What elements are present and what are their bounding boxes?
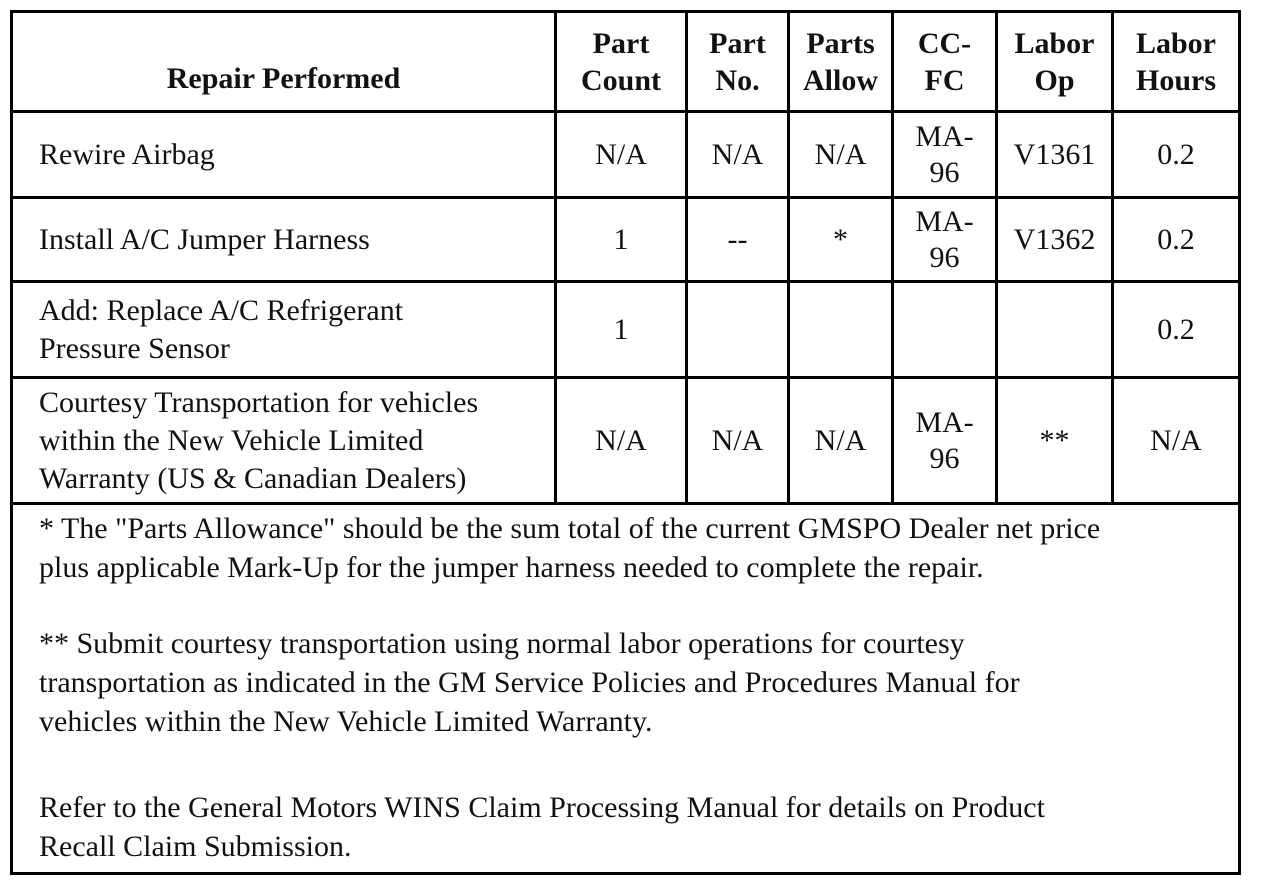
labor-hours-cell: 0.2 <box>1113 198 1240 282</box>
note-parts-allowance: * The "Parts Allowance" should be the sum total of the current GMSPO Dealer net price plus applicable Mark-Up for the jumper harness needed to complete the repair. <box>39 512 1101 584</box>
cc-fc-cell: MA- 96 <box>893 378 997 504</box>
labor-hours-cell: N/A <box>1113 378 1240 504</box>
repair-cell: Add: Replace A/C Refrigerant Pressure Sensor <box>12 282 556 378</box>
table-row <box>12 282 1240 378</box>
cc-fc-cell: MA- 96 <box>893 112 997 198</box>
repair-table <box>10 10 1241 875</box>
header-parts-allow: Parts Allow <box>789 12 893 112</box>
header-labor-hours: Labor Hours <box>1113 12 1240 112</box>
labor-hours-cell: 0.2 <box>1113 112 1240 198</box>
note-refer-manual: Refer to the General Motors WINS Claim Processing Manual for details on Product Recall Claim Submission. <box>39 791 1045 863</box>
parts-allow-cell: * <box>789 198 893 282</box>
header-part-no: Part No. <box>687 12 789 112</box>
labor-op-cell: ** <box>997 378 1113 504</box>
part-no-cell: N/A <box>687 378 789 504</box>
table-row <box>12 198 1240 282</box>
header-repair-performed: Repair Performed <box>12 12 556 112</box>
part-no-cell: N/A <box>687 112 789 198</box>
part-count-cell: N/A <box>556 378 687 504</box>
labor-op-cell: V1361 <box>997 112 1113 198</box>
table-row <box>12 112 1240 198</box>
table-row <box>12 378 1240 504</box>
part-no-cell: -- <box>687 198 789 282</box>
labor-hours-cell: 0.2 <box>1113 282 1240 378</box>
part-count-cell: N/A <box>556 112 687 198</box>
header-labor-op: Labor Op <box>997 12 1113 112</box>
part-count-cell: 1 <box>556 282 687 378</box>
header-cc-fc: CC- FC <box>893 12 997 112</box>
parts-allow-cell: N/A <box>789 378 893 504</box>
header-part-count: Part Count <box>556 12 687 112</box>
repair-cell: Install A/C Jumper Harness <box>12 198 556 282</box>
parts-allow-cell <box>789 282 893 378</box>
cc-fc-cell: MA- 96 <box>893 198 997 282</box>
part-count-cell: 1 <box>556 198 687 282</box>
cc-fc-cell <box>893 282 997 378</box>
notes-row <box>12 504 1240 874</box>
header-row <box>12 12 1240 112</box>
part-no-cell <box>687 282 789 378</box>
note-courtesy-transportation: ** Submit courtesy transportation using normal labor operations for courtesy transportation as indicated in the GM Service Policies and Procedures Manual for vehicles within the New Vehicle Limited Warranty. <box>39 627 1020 738</box>
repair-cell: Courtesy Transportation for vehicles within the New Vehicle Limited Warranty (US & Canadian Dealers) <box>12 378 556 504</box>
labor-op-cell <box>997 282 1113 378</box>
notes-cell <box>12 504 1240 874</box>
repair-cell: Rewire Airbag <box>12 112 556 198</box>
labor-op-cell: V1362 <box>997 198 1113 282</box>
parts-allow-cell: N/A <box>789 112 893 198</box>
